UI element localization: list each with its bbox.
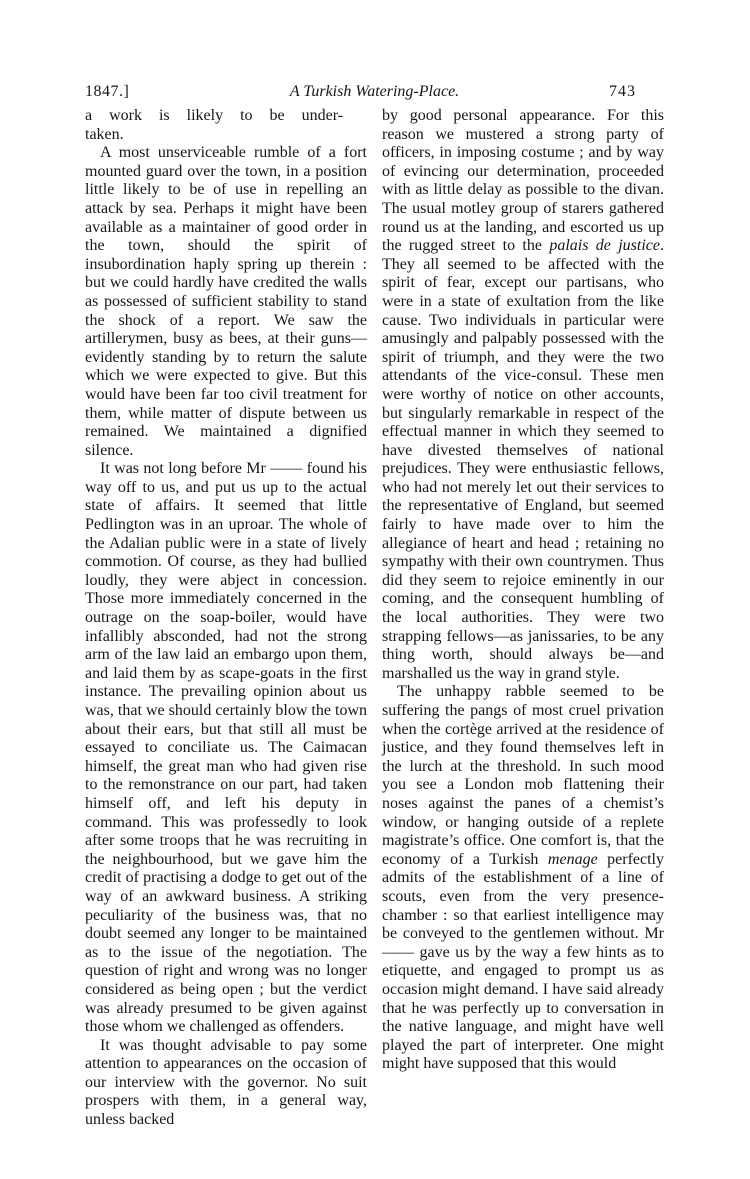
running-title: A Turkish Watering-Place. — [289, 83, 460, 100]
text-columns — [85, 107, 664, 1130]
page-number: 743 — [609, 83, 636, 100]
text-column-right — [382, 107, 664, 1130]
italic-text: menage — [547, 850, 598, 868]
paragraph: A most unserviceable rumble of a fort mounted guard over the town, in a position little likely to be of use in repelling an attack by sea. Perhaps it might have been available as a maintainer of good order in the town, should the spirit of insubordination haply spring up therein : but we could hardly have credited the walls as possessed of sufficient stability to stand the shock of a report. We saw the artillerymen, busy as bees, at their guns—evidently standing by to return the salute which we were expected to give. But this would have been far too civil treatment for them, while matter of dispute between us remained. We maintained a dignified silence. — [85, 144, 367, 459]
paragraph: a work is likely to be under- taken. — [85, 107, 344, 143]
text-column-left — [85, 107, 367, 1130]
paragraph: by good personal appearance. For this reason we mustered a strong party of officers, in imposing costume ; and by way of evincing our determination, proceeded with as little delay as possible to the divan. The usual motley group of starers gathered round us at the landing, and escorted us up the rugged street to the palais de justice. They all seemed to be affected with the spirit of fear, except our partisans, who were in a state of exultation from the like cause. Two individuals in particular were amusingly and palpably possessed with the spirit of triumph, and they were the two attendants of the vice-consul. These men were worthy of notice on other accounts, but singularly remarkable in respect of the effectual manner in which they seemed to have divested themselves of national prejudices. They were enthusiastic fellows, who had not merely let out their services to the representative of England, but seemed fairly to have made over to him the allegiance of heart and head ; retaining no sympathy with their own countrymen. Thus did they seem to rejoice eminently in our coming, and the consequent humbling of the local authorities. They were two strapping fellows—as janissaries, to be any thing worth, should always be—and marshalled us the way in grand style. — [382, 107, 664, 682]
italic-text: palais de justice — [549, 237, 660, 255]
header-year: 1847.] — [85, 83, 130, 100]
paragraph: It was thought advisable to pay some attention to appearances on the occasion of our interview with the governor. No suit prospers with them, in a general way, unless backed — [85, 1036, 367, 1129]
page-header — [85, 83, 664, 103]
paragraph: It was not long before Mr —— found his way off to us, and put us up to the actual state of affairs. It seemed that little Pedlington was in an uproar. The whole of the Adalian public were in a state of lively commotion. Of course, as they had bullied loudly, they were abject in concession. Those more immediately concerned in the outrage on the soap-boiler, would have infallibly absconded, had not the strong arm of the law laid an embargo upon them, and laid them by as scape-goats in the first instance. The prevailing opinion about us was, that we should certainly blow the town about their ears, but that still all must be essayed to conciliate us. The Caimacan himself, the great man who had given rise to the remonstrance on our part, had taken himself off, and left his deputy in command. This was professedly to look after some troops that he was recruiting in the neighbourhood, but we gave him the credit of practising a dodge to get out of the way of an awkward business. A striking peculiarity of the business was, that no doubt seemed any longer to be maintained as to the issue of the negotiation. The question of right and wrong was no longer considered as being open ; but the verdict was already presumed to be given against those whom we challenged as offenders. — [85, 460, 367, 1036]
paragraph: The unhappy rabble seemed to be suffering the pangs of most cruel privation when the cortège arrived at the residence of justice, and they found themselves left in the lurch at the threshold. In such mood you see a London mob flattening their noses against the panes of a chemist’s window, or hanging outside of a replete magistrate’s office. One comfort is, that the economy of a Turkish menage perfectly admits of the establishment of a line of scouts, even from the very presence-chamber : so that earliest intelligence may be conveyed to the gentlemen without. Mr —— gave us by the way a few hints as to etiquette, and engaged to prompt us as occasion might demand. I have said already that he was perfectly up to conversation in the native language, and might have well played the part of interpreter. One might might have supposed that this would — [382, 683, 664, 1073]
